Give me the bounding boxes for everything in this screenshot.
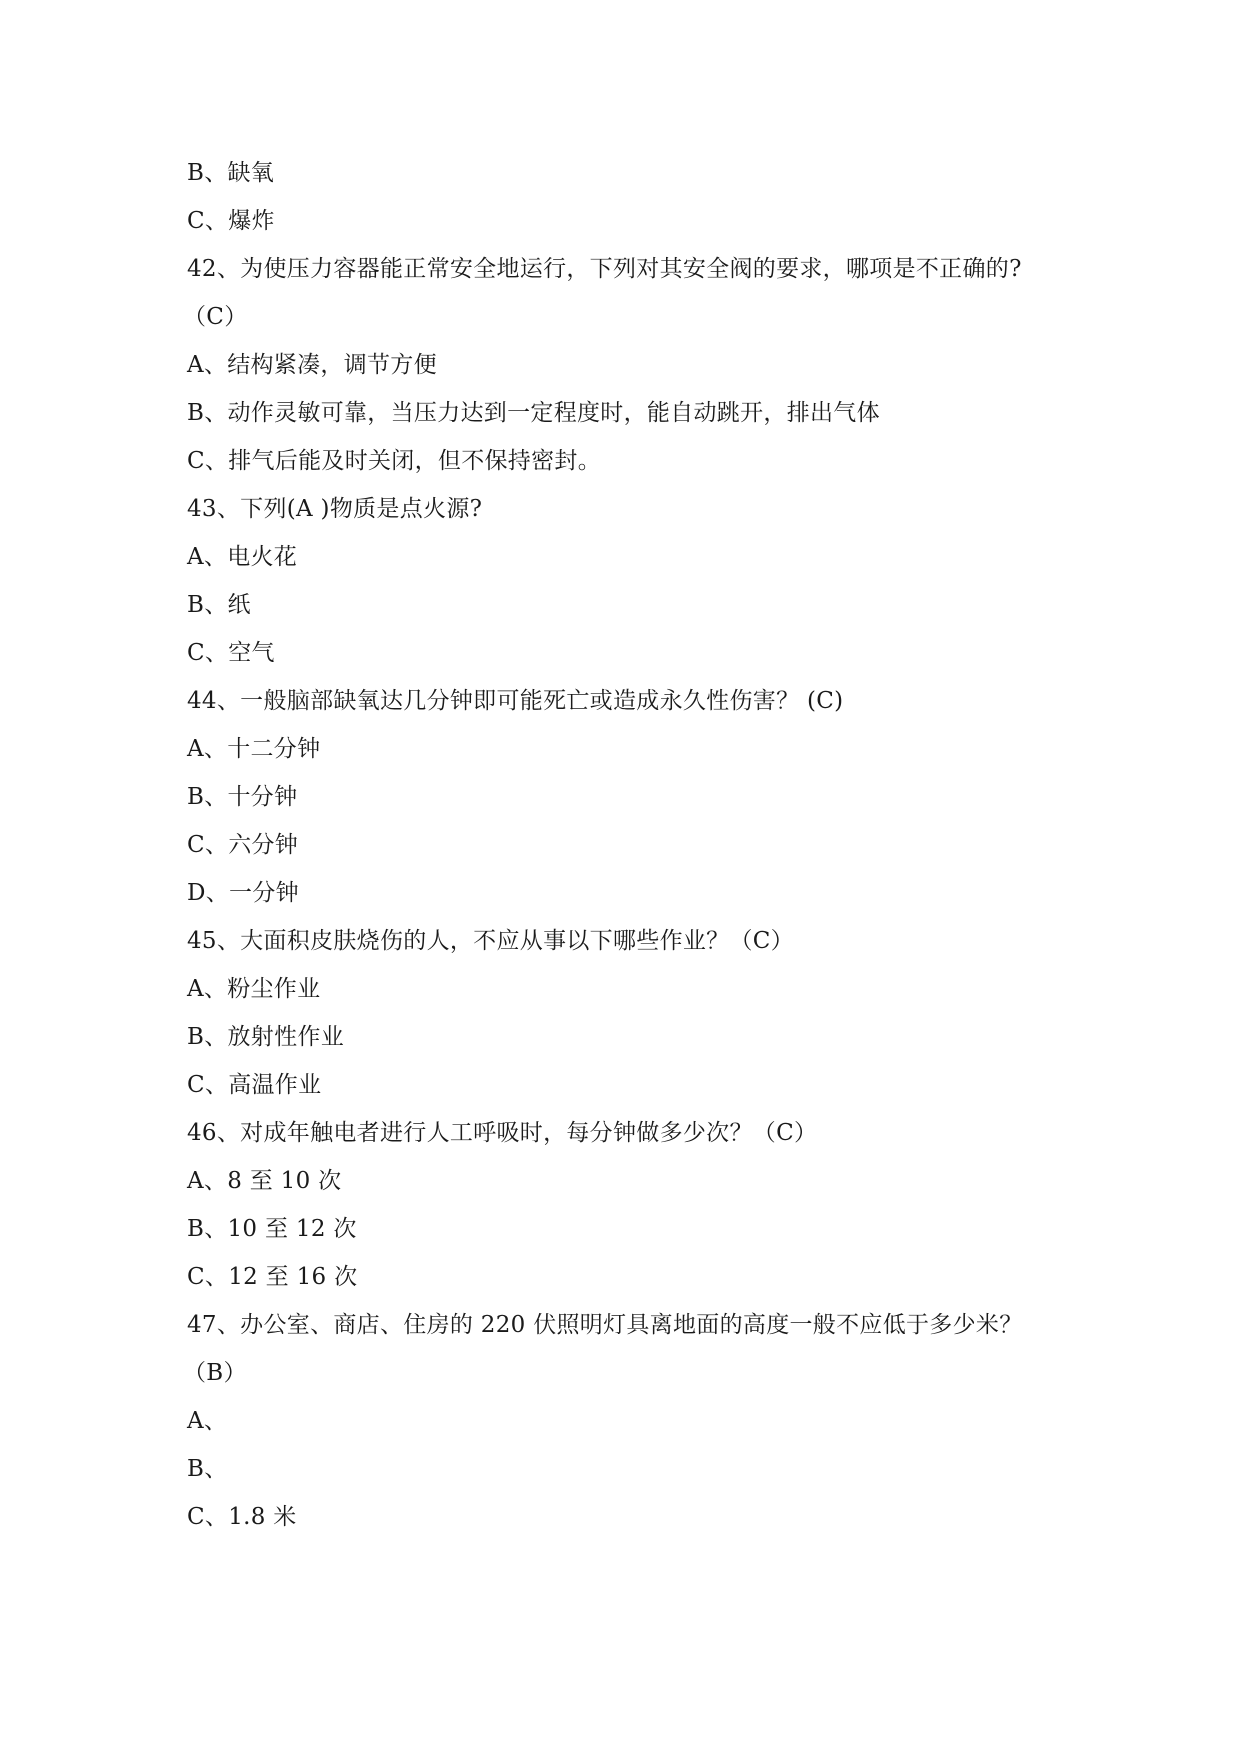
option-46-b: B、10 至 12 次 xyxy=(187,1216,357,1242)
option-47-b: B、 xyxy=(187,1456,228,1482)
question-43: 43、下列(A )物质是点火源? xyxy=(187,496,483,522)
option-41-c: C、爆炸 xyxy=(187,208,275,234)
option-41-b: B、缺氧 xyxy=(187,160,275,186)
option-47-c: C、1.8 米 xyxy=(187,1504,297,1530)
option-45-c: C、高温作业 xyxy=(187,1072,322,1098)
option-47-a: A、 xyxy=(187,1408,228,1434)
option-43-b: B、纸 xyxy=(187,592,251,618)
option-44-d: D、一分钟 xyxy=(187,880,299,906)
option-46-c: C、12 至 16 次 xyxy=(187,1264,358,1290)
question-42: 42、为使压力容器能正常安全地运行，下列对其安全阀的要求，哪项是不正确的? xyxy=(187,256,1022,282)
option-44-b: B、十分钟 xyxy=(187,784,298,810)
option-43-a: A、电火花 xyxy=(187,544,298,570)
option-42-c: C、排气后能及时关闭，但不保持密封。 xyxy=(187,448,601,474)
option-45-a: A、粉尘作业 xyxy=(187,976,321,1002)
option-42-b: B、动作灵敏可靠，当压力达到一定程度时，能自动跳开，排出气体 xyxy=(187,400,880,426)
option-44-a: A、十二分钟 xyxy=(187,736,321,762)
question-42-answer: （C） xyxy=(183,304,248,330)
question-45: 45、大面积皮肤烧伤的人，不应从事以下哪些作业？（C） xyxy=(187,928,794,954)
question-44: 44、一般脑部缺氧达几分钟即可能死亡或造成永久性伤害？ (C) xyxy=(187,688,844,714)
question-47: 47、办公室、商店、住房的 220 伏照明灯具离地面的高度一般不应低于多少米？ xyxy=(187,1312,1023,1338)
question-47-answer: （B） xyxy=(183,1360,247,1386)
option-42-a: A、结构紧凑，调节方便 xyxy=(187,352,437,378)
option-43-c: C、空气 xyxy=(187,640,275,666)
option-46-a: A、8 至 10 次 xyxy=(187,1168,342,1194)
option-45-b: B、放射性作业 xyxy=(187,1024,345,1050)
option-44-c: C、六分钟 xyxy=(187,832,299,858)
question-46: 46、对成年触电者进行人工呼吸时，每分钟做多少次？（C） xyxy=(187,1120,818,1146)
